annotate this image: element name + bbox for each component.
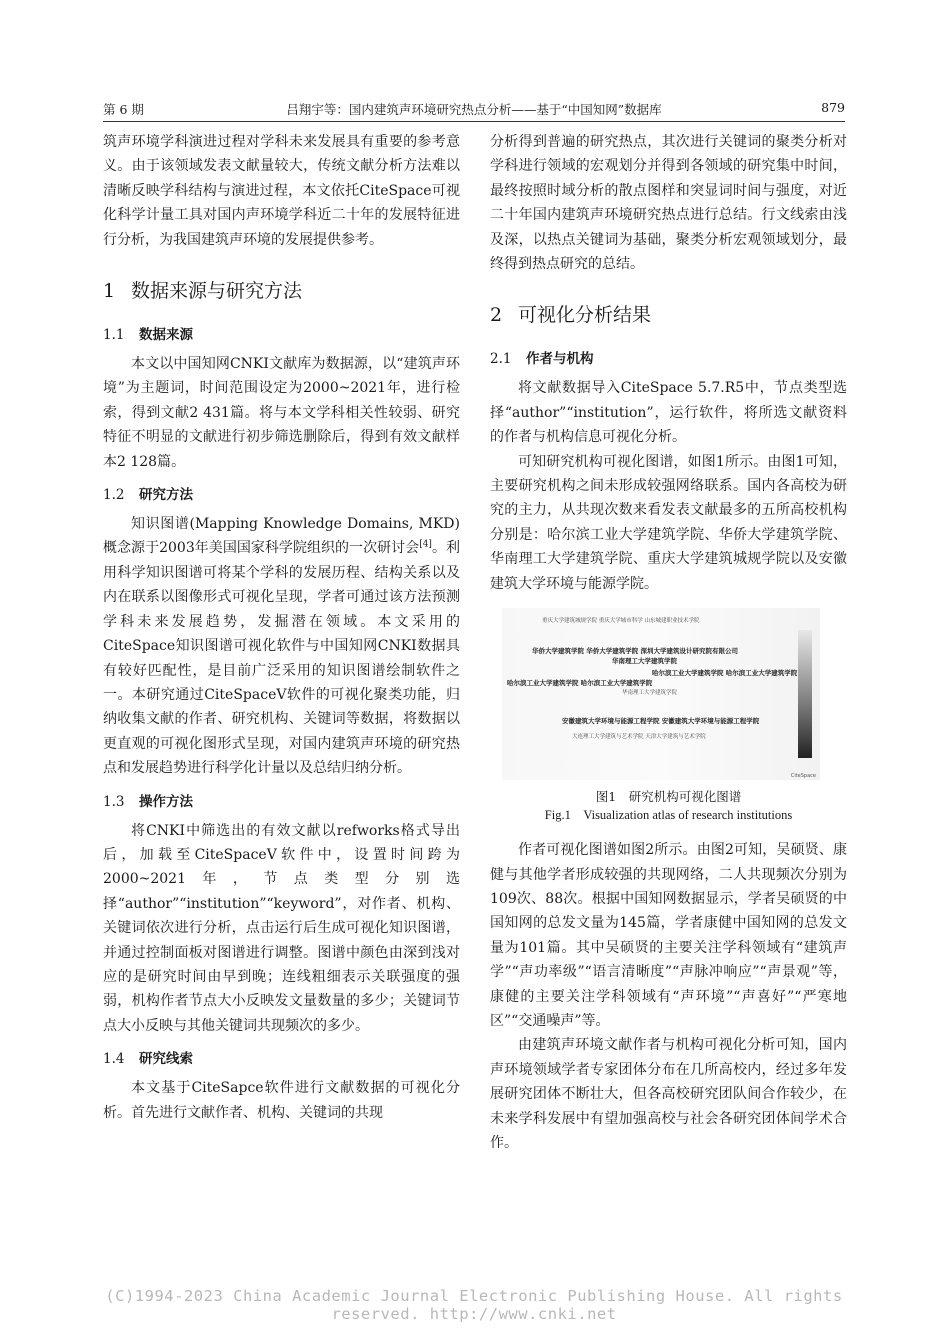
node-label: 华南理工大学建筑学院 — [612, 657, 677, 666]
node-label: 华南理工大学建筑学院 — [622, 690, 678, 697]
right-column — [490, 130, 847, 1155]
node-label: 安徽建筑大学环境与能源工程学院 安徽建筑大学环境与能源工程学院 — [562, 717, 760, 726]
paragraph-2-1b: 可知研究机构可视化图谱，如图1所示。由图1可知，主要研究机构之间未形成较强网络联系。国内各高校为研究的主力，从共现次数来看发表文献最多的五所高校机构分别是：哈尔滨工业大学建筑学院、华侨大学建筑学院、华南理工大学建筑学院、重庆大学建筑城规学院以及安徽建筑大学环境与能源学院。 — [490, 453, 847, 592]
figure-1 — [490, 608, 847, 824]
node-label: 哈尔滨工业大学建筑学院 哈尔滨工业大学建筑学院 — [507, 679, 653, 688]
copyright-watermark: (C)1994-2023 China Academic Journal Electronic Publishing House. All rights reserved. http://www.cnki.net — [105, 1287, 843, 1323]
header-rule — [103, 121, 845, 122]
time-colorbar — [798, 630, 812, 758]
issue-number: 第 6 期 — [103, 102, 144, 117]
paragraph-1-3: 将CNKI中筛选出的有效文献以refworks格式导出后，加载至CiteSpaceV软件中，设置时间跨为2000~2021年，节点类型分别选择“author”“institution”“keyword”，对作者、机构、关键词依次进行分析，点击运行后生成可视化知识图谱，并通过控制面板对图谱进行调整。图谱中颜色由深到浅对应的是研究时间由早到晚；连线粗细表示关联强度的强弱，机构作者节点大小反映发文量数量的多少；关键词节点大小反映与其他关键词共现频次的多少。 — [103, 822, 460, 1034]
page-number: 879 — [821, 100, 845, 115]
paragraph-1-4: 本文基于CiteSapce软件进行文献数据的可视化分析。首先进行文献作者、机构、关键词的共现 — [103, 1080, 460, 1121]
continued-paragraph: 分析得到普遍的研究热点，其次进行关键词的聚类分析对学科进行领域的宏观划分并得到各领域的研究集中时间，最终按照时域分析的散点图样和突显词时间与强度，对近二十年国内建筑声环境研究热点进行总结。行文线索由浅及深，以热点关键词为基础，聚类分析宏观领域划分，最终得到热点研究的总结。 — [490, 134, 847, 273]
node-label: 重庆大学建筑城规学院 重庆大学城市科学 山东城建职业技术学院 — [542, 618, 700, 625]
section-1-3-heading: 1.3 操作方法 — [103, 793, 193, 810]
figure-caption-zh: 图1 研究机构可视化图谱 — [595, 789, 742, 805]
section-1-4-heading: 1.4 研究线索 — [103, 1051, 193, 1068]
left-column — [103, 130, 460, 1125]
node-label: 大连理工大学建筑与艺术学院 天津大学建筑与艺术学院 — [572, 734, 706, 741]
institution-network-graph — [502, 608, 820, 780]
section-2-1-heading: 2.1 作者与机构 — [490, 351, 594, 368]
node-label: 哈尔滨工业大学建筑学院 哈尔滨工业大学建筑学院 — [652, 669, 798, 678]
figure-caption-en: Fig.1 Visualization atlas of research institutions — [544, 808, 793, 823]
paragraph-2-1c: 作者可视化图谱如图2所示。由图2可知，吴硕贤、康健与其他学者形成较强的共现网络，二人共现频次分别为109次、88次。根据中国知网数据显示，学者吴硕贤的中国知网的总发文量为145篇，学者康健中国知网的总发文量为101篇。其中吴硕贤的主要关注学科领域有“建筑声学”“声功率级”“语言清晰度”“声脉冲响应”“声景观”等，康健的主要关注学科领域有“声环境”“声喜好”“严寒地区”“交通噪声”等。 — [490, 842, 847, 1029]
paragraph-2-1d: 由建筑声环境文献作者与机构可视化分析可知，国内声环境领域学者专家团体分布在几所高校内，经过多年发展研究团体不断壮大，但各高校研究团队间合作较少，在未来学科发展中有望加强高校与社会各研究团体间学术合作。 — [490, 1037, 847, 1151]
section-1-2-heading: 1.2 研究方法 — [103, 487, 193, 504]
running-title: 吕翔宇等：国内建筑声环境研究热点分析——基于“中国知网”数据库 — [286, 102, 662, 117]
paragraph-1-1: 本文以中国知网CNKI文献库为数据源，以“建筑声环境”为主题词，时间范围设定为2000~2021年，进行检索，得到文献2 431篇。将与本文学科相关性较弱、研究特征不明显的文献进行初步筛选删除后，得到有效文献样本2 128篇。 — [103, 356, 460, 470]
node-label: 华侨大学建筑学院 华侨大学建筑学院 深圳大学建筑设计研究院有限公司 — [532, 647, 739, 656]
page-header — [103, 98, 845, 122]
section-1-heading: 1 数据来源与研究方法 — [103, 280, 303, 303]
section-2-heading: 2 可视化分析结果 — [490, 304, 652, 327]
paragraph-1-2: 知识图谱(Mapping Knowledge Domains, MKD)概念源于2003年美国国家科学院组织的一次研讨会[4]。利用科学知识图谱可将某个学科的发展历程、结构关系以及内在联系以图像形式可视化呈现，学者可通过该方法预测学科未来发展趋势，发掘潜在领域。本文采用的CiteSpace知识图谱可视化软件与中国知网CNKI数据具有较好匹配性，是目前广泛采用的知识图谱绘制软件之一。本研究通过CiteSpaceV软件的可视化聚类功能，归纳收集文献的作者、研究机构、关键词等数据，将数据以更直观的可视化图形式呈现，对国内建筑声环境的研究热点和发展趋势进行科学化计量以及总结归纳分析。 — [103, 516, 460, 777]
citespace-logo: CiteSpace — [790, 773, 816, 780]
citation-ref[interactable]: [4] — [419, 539, 432, 550]
intro-paragraph: 筑声环境学科演进过程对学科未来发展具有重要的参考意义。由于该领域发表文献量较大，传统文献分析方法难以清晰反映学科结构与演进过程，本文依托CiteSpace可视化科学计量工具对国内声环境学科近二十年的发展特征进行分析，为我国建筑声环境的发展提供参考。 — [103, 134, 460, 248]
paragraph-2-1a: 将文献数据导入CiteSpace 5.7.R5中，节点类型选择“author”“institution”，运行软件，将所选文献资料的作者与机构信息可视化分析。 — [490, 380, 847, 446]
section-1-1-heading: 1.1 数据来源 — [103, 327, 193, 344]
